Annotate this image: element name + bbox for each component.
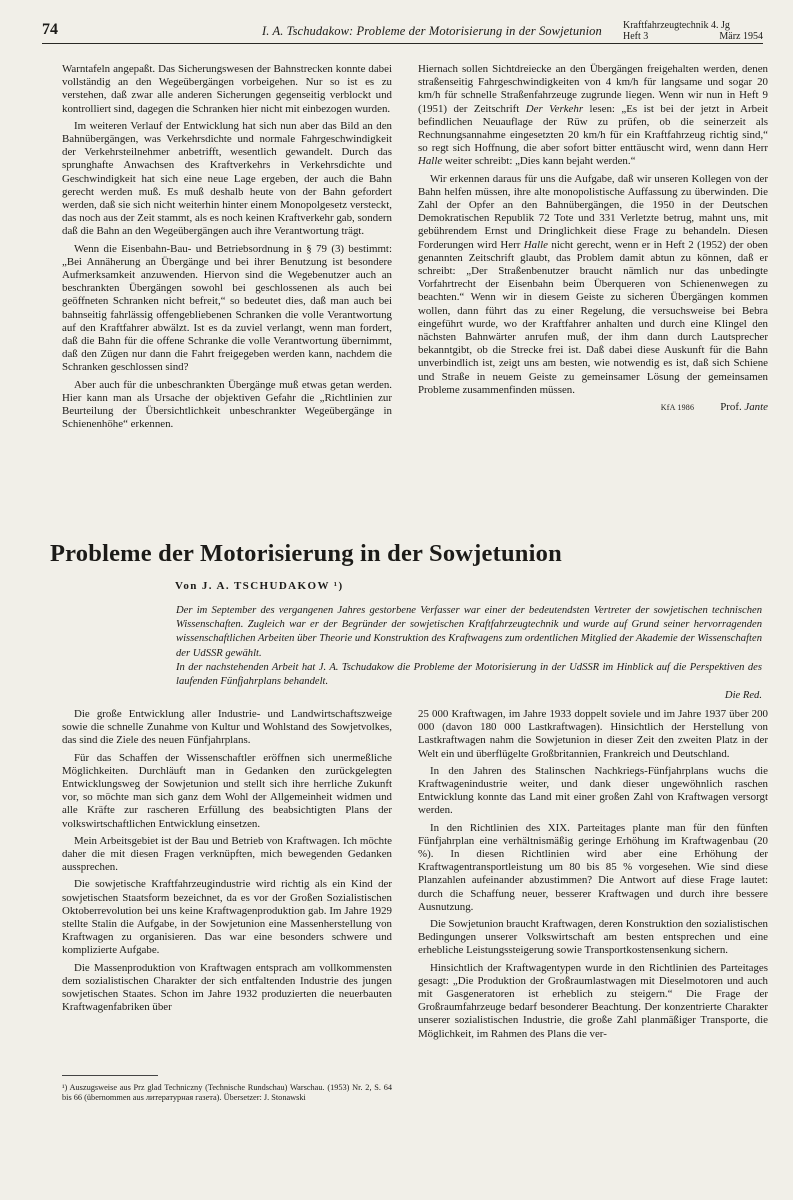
paragraph: Warntafeln angepaßt. Das Sicherungswesen der Bahnstrecken konnte dabei vollständig an den Wegeübergängen vorbeigehen. Nur so ist es zu verstehen, daß zwar alle anderen Sicherungen gegenseitig verblockt und kontrolliert sind, dagegen die Schranken hier nicht mit einbezogen wurden.	[62, 63, 392, 115]
article-left-column	[62, 708, 392, 1018]
paragraph: Hiernach sollen Sichtdreiecke an den Übergängen freigehalten werden, denen straßenseitig Fahrgeschwindigkeiten von 4 km/h für langsame und sogar 20 km/h für schnelle Straßenfahrzeuge zugrunde liegen. Wenn wir nun in Heft 9 (1951) der Zeitschrift Der Verkehr lesen: „Es ist bei der jetzt in Arbeit befindlichen Neuauflage der Rüw zu prüfen, ob die seinerzeit als Rechnungsannahme eingesetzten 20 km/h für ein Kraftfahrzeug richtig sind,“ so regt sich Hoffnung, die aber sofort bitter enttäuscht wird, wenn dann Herr Halle weiter schreibt: „Dies kann bejaht werden.“	[418, 63, 769, 168]
paragraph: Die sowjetische Kraftfahrzeugindustrie wird richtig als ein Kind der sowjetischen Staatsform bezeichnet, da es vor der Großen Sozialistischen Oktoberrevolution bei uns keine Kraftwagenproduktion gab. Im Jahre 1929 stellte Stalin die Aufgabe, in der Sowjetunion eine Massenherstellung von Kraftwagen zu organisieren. Das war eine besonders schwere und komplizierte Aufgabe.	[62, 878, 392, 957]
intro-paragraph: Der im September des vergangenen Jahres gestorbene Verfasser war einer der bedeutendsten Vertreter der sowjetischen technischen Wissenschaften. Zugleich war er der Begründer der sowjetischen Kraftfahrzeugtechnik und wurde auf Grund seiner hervorragenden wissenschaftlichen Arbeiten über Theorie und Konstruktion des Kraftwagens zum ordentlichen Mitglied der Akademie der Wissenschaften der UdSSR gewählt.	[176, 605, 762, 659]
footnote: ¹) Auszugsweise aus Prz glad Techniczny (Technische Rundschau) Warschau. (1953) Nr. 2, S. 64 bis 66 (übernommen aus литературная газета). Übersetzer: J. Stonawski	[62, 1083, 392, 1103]
footnote-rule	[62, 1075, 158, 1076]
author-signature: Prof. Jante	[720, 401, 768, 414]
paragraph: Die Massenproduktion von Kraftwagen entsprach am vollkommensten dem sozialistischen Charakter der sich entfaltenden Industrie des jungen sowjetischen Staates. Schon im Jahre 1932 produzierten die neuerbauten Kraftwagenfabriken über	[62, 961, 392, 1014]
journal-info	[623, 20, 763, 42]
journal-issue: Heft 3	[623, 31, 649, 42]
article-title: Probleme der Motorisierung in der Sowjetunion	[50, 540, 562, 567]
prev-article-left-column	[62, 63, 392, 435]
page-number: 74	[42, 21, 58, 38]
journal-name: Kraftfahrzeugtechnik 4. Jg	[623, 20, 730, 31]
paragraph: Wir erkennen daraus für uns die Aufgabe, daß wir unseren Kollegen von der Bahn helfen müssen, ihre alte monopolistische Auffassung zu überwinden. Die Zahl der Opfer an den Bahnübergängen, die 1950 in der Deutschen Demokratischen Republik 72 Tote und 331 Verletzte betrug, mahnt uns, mit gebührendem Ernst und Dringlichkeit diese Frage zu behandeln. Diesen Forderungen wird Herr Halle nicht gerecht, wenn er in Heft 2 (1952) der oben genannten Zeitschrift glaubt, das Problem damit abtun zu können, daß er schreibt: „Der Straßenbenutzer braucht nämlich nur das unbedingte Vorfahrtrecht der Eisenbahn beim Überqueren von Schienenwegen zu beachten.“ Wenn wir in diesem Geiste zu sicheren Übergängen kommen wollen, dann führt das zu einer Regelung, die versuchsweise bei Bebra eingeführt wurde, wo der Kraftfahrer anhalten und durch eine Klingel den nächsten Bahnwärter anrufen muß, der ihm dann durch Lautsprecher bekanntgibt, ob die Strecke frei ist. Daß dabei diese Auskunft für die Bahn unverbindlich ist, zeigt uns am besten, wie notwendig es ist, daß sich Schiene und Straße in neuem Geiste zu gemeinsamer Lösung der gemeinsamen Probleme zusammenfinden müssen.	[418, 172, 768, 396]
paragraph: Im weiteren Verlauf der Entwicklung hat sich nun aber das Bild an den Bahnübergängen, was Verkehrsdichte und normale Fahrgeschwindigkeit der Verkehrsteilnehmer anbetrifft, wesentlich gewandelt. Durch das sprunghafte Anwachsen des Kraftverkehrs in Verkehrsdichte und Geschwindigkeit hat sich eine neue Lage ergeben, der auch die Bahn gerecht werden muß. Es muß deshalb heute von der Bahn gefordert werden, daß sie sich nicht weiterhin hinter einem Monopolgesetz versteckt, das noch aus der Zeit stammt, als es noch keinen Kraftverkehr gab, sondern daß die Bahn an den Wegeübergängen auch ihre Verantwortung trägt.	[62, 119, 392, 238]
paragraph: Die große Entwicklung aller Industrie- und Landwirtschaftszweige sowie die schnelle Zunahme von Kultur und Wohlstand des Sowjetvolkes, das sind die Ziele des neuen Fünfjahrplans.	[62, 708, 392, 747]
prev-article-right-column	[418, 63, 768, 414]
paragraph: In den Jahren des Stalinschen Nachkriegs-Fünfjahrplans wuchs die Kraftwagenindustrie weiter, und dank dieser ungewöhnlich raschen Entwicklung konnte das Land mit einer großen Zahl von Kraftwagen versorgt werden.	[418, 764, 768, 817]
paragraph: Die Sowjetunion braucht Kraftwagen, deren Konstruktion den sozialistischen Bedingungen unserer Volkswirtschaft am besten entsprechen und eine erhebliche Leistungssteigerung sowie Transportkostensenkung sichern.	[418, 918, 768, 957]
editorial-intro	[176, 604, 762, 703]
article-right-column	[418, 708, 768, 1045]
journal-date: März 1954	[719, 31, 763, 42]
paragraph: Mein Arbeitsgebiet ist der Bau und Betrieb von Kraftwagen. Ich möchte daher die mit diesen Fragen verknüpften, mich bewegenden Gedanken aussprechen.	[62, 834, 392, 874]
article-signature	[418, 401, 768, 414]
paragraph: Aber auch für die unbeschrankten Übergänge muß etwas getan werden. Hier kann man als Ursache der objektiven Gefahr die „Richtlinien zur Beurteilung der Übersichtlichkeit unbeschrankter Wegeübergänge in Schienenhöhe“ erkennen.	[62, 378, 392, 431]
article-byline: Von J. A. TSCHUDAKOW ¹)	[175, 580, 344, 592]
paragraph: In den Richtlinien des XIX. Parteitages plante man für den fünften Fünfjahrplan eine verhältnismäßig geringe Erhöhung im Kraftwagenbau (20 %). In diesen Richtlinien wird aber eine Erhöhung der Kraftwagentransportleistung um 80 bis 85 % vorgesehen. Wie sind diese Planzahlen aufeinander abzustimmen? Die Antwort auf diese Frage lautet: durch die Schaffung neuer, besserer Kraftwagen und durch ihre bessere Ausnutzung.	[418, 821, 768, 913]
paragraph: 25 000 Kraftwagen, im Jahre 1933 doppelt soviele und im Jahre 1937 über 200 000 (davon 180 000 Lastkraftwagen). Hinsichtlich der Herstellung von Lastkraftwagen nahm die Sowjetunion in dieser Zeit den zweiten Platz in der Welt ein und überflügelte Großbritannien, Frankreich und Deutschland.	[418, 708, 768, 760]
paragraph: Für das Schaffen der Wissenschaftler eröffnen sich unermeßliche Möglichkeiten. Durchläuft man in Gedanken den zurückgelegten Entwicklungsweg der Sowjetunion und stellt sich ihre herrliche Zukunft vor, so möchte man sich ganz dem Wohl der Allgemeinheit widmen und alle Kräfte zur rascheren Erfüllung des beabsichtigten Plans der volkswirtschaftlichen Entwicklung einsetzen.	[62, 751, 392, 830]
editor-signature: Die Red.	[724, 690, 762, 702]
intro-paragraph: In der nachstehenden Arbeit hat J. A. Tschudakow die Probleme der Motorisierung in der UdSSR im Hinblick auf die Perspektiven des laufenden Fünfjahrplans behandelt.	[176, 661, 762, 688]
running-title: I. A. Tschudakow: Probleme der Motorisierung in der Sowjetunion	[262, 24, 602, 38]
archive-code: KfA 1986	[660, 403, 695, 413]
paragraph: Wenn die Eisenbahn-Bau- und Betriebsordnung in § 79 (3) bestimmt: „Bei Annäherung an Übergänge und bei ihrer Benutzung ist besondere Aufmerksamkeit anzuwenden. Hiervon sind die Wegebenutzer auch an beschrankten Übergängen sowohl bei geschlossenen als auch bei geöffneten Schranken nicht befreit,“ so bedeutet dies, daß man auch bei bahnseitig fahrlässig offengebliebenen Schranken die volle Verantwortung auf den Kraftfahrer abwälzt. Ist es da zuviel verlangt, wenn man fordert, daß die Bahn für die offene Schranke die volle Verantwortung übernimmt, daß den Zügen nur dann die Fahrt freigegeben werden kann, nachdem die Schranken geschlossen sind?	[62, 242, 392, 374]
running-header	[42, 20, 763, 44]
paragraph: Hinsichtlich der Kraftwagentypen wurde in den Richtlinien des Parteitages gesagt: „Die Produktion der Großraumlastwagen mit Dieselmotoren und auch mit Gasgeneratoren ist erheblich zu steigern.“ Die Frage der Großraumfahrzeuge bedarf besonderer Beachtung. Der konzentrierte Charakter unserer sozialistischen Industrie, die große Zahl planmäßiger Transporte, die Möglichkeit, im Rahmen des Plans die ver-	[418, 961, 768, 1040]
